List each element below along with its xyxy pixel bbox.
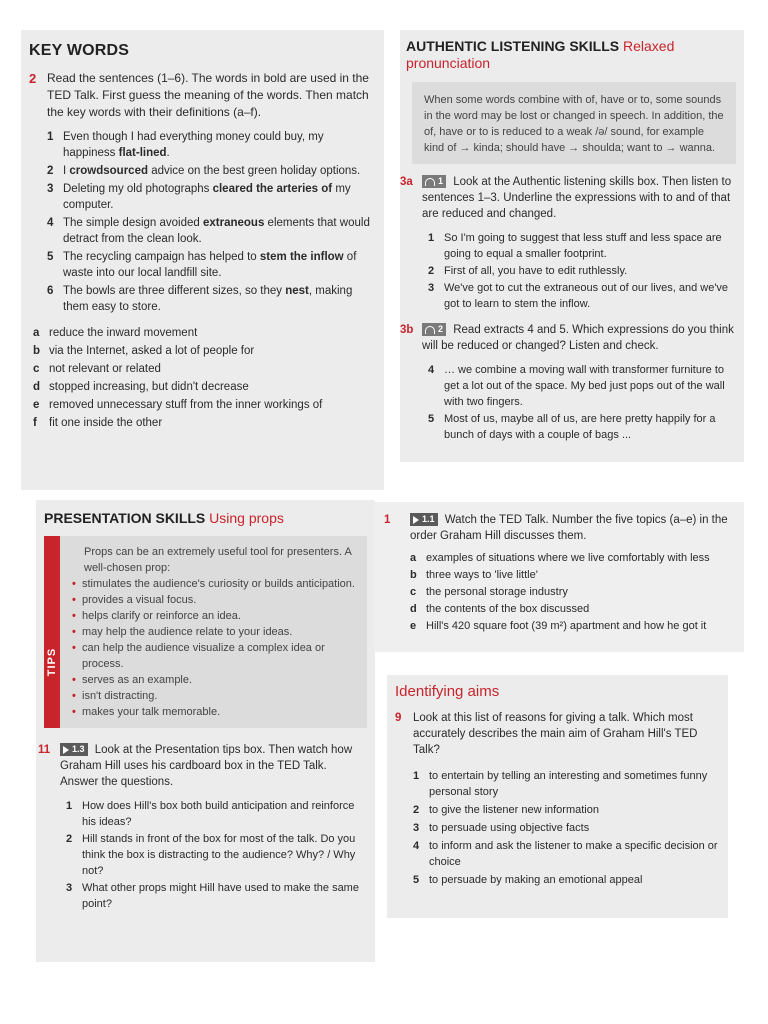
watch-panel [374,502,744,652]
presentation-title [44,510,367,526]
tips-content [60,536,367,728]
bullet-icon: • [72,626,76,638]
key-word: cleared the arteries of [212,183,333,195]
audio-track-number: 1 [438,176,444,187]
key-word: nest [285,285,309,297]
key-words-panel [21,30,384,490]
topic-item-text: examples of situations where we live comfortably with less [426,552,710,564]
sentence-post: of waste into our local landfill site. [63,251,357,279]
definition-item-text: via the Internet, asked a lot of people for [49,345,255,357]
key-word-sentence [47,215,374,247]
tip-text: serves as an example. [82,674,193,686]
tip-text: isn't distracting. [82,690,158,702]
sentence-item [428,230,736,262]
topic-item-key: a [410,552,417,564]
bullet-icon: • [72,594,76,606]
tips-box [44,536,367,728]
question-item [66,798,367,830]
aim-item-key: 3 [413,822,420,834]
sentence-post: . [166,147,170,159]
sentence-number: 1 [47,131,54,143]
sentence-text [63,215,374,247]
play-icon [413,516,419,524]
tip-text: helps clarify or reinforce an idea. [82,610,241,622]
video-play-button[interactable] [60,743,88,756]
key-word-sentence [47,181,374,213]
exercise-11-text: Look at the Presentation tips box. Then watch how Graham Hill uses his cardboard box in the TED Talk. Answer the questions. [60,744,353,788]
sentence-pre: Even though I had everything money could buy, my happiness [63,131,324,159]
topic-item [410,550,736,566]
sentence-item-text: So I'm going to suggest that less stuff and less space are going to equal a smaller footprint. [444,232,722,260]
sentence-item-key: 1 [428,232,435,244]
aim-item [413,768,720,800]
sentence-number: 3 [47,183,54,195]
key-word: crowdsourced [69,165,148,177]
sentence-number: 6 [47,285,54,297]
exercise-11-questions [44,798,367,912]
definition-item-key: e [33,399,40,411]
definition-item [33,379,374,395]
sentence-post: my computer. [63,183,351,211]
sentence-item-key: 2 [428,265,435,277]
presentation-skills-panel [36,500,375,962]
listening-title [406,38,736,72]
tip-text: provides a visual focus. [82,594,197,606]
exercise-3b [400,322,736,354]
presentation-title-main: PRESENTATION SKILLS [44,510,206,526]
sentence-number: 5 [47,251,54,263]
topic-item-key: b [410,569,417,581]
bullet-icon: • [72,610,76,622]
exercise-1 [384,512,736,544]
listening-skills-panel [400,30,744,462]
topic-item [410,567,736,583]
sentence-text [63,181,374,213]
sentence-item-text: First of all, you have to edit ruthlessly. [444,265,628,277]
tip-text: can help the audience visualize a complex idea or process. [82,642,325,670]
sentence-pre: The simple design avoided [63,217,203,229]
extract-item-key: 5 [428,413,435,425]
topic-item-text: Hill's 420 square foot (39 m²) apartment and how he got it [426,620,707,632]
key-word-sentence [47,129,374,161]
definition-item-key: a [33,327,40,339]
definition-item [33,397,374,413]
exercise-3b-label: 3b [400,324,414,336]
listening-subtitle: Relaxed pronunciation [406,38,675,71]
exercise-11-label: 11 [38,744,51,756]
topic-item-key: e [410,620,417,632]
aim-item-text: to inform and ask the listener to make a specific decision or choice [429,840,718,868]
definition-item-text: removed unnecessary stuff from the inner workings of [49,399,323,411]
tip-item [72,592,357,608]
topic-item-text: the personal storage industry [426,586,568,598]
play-icon [63,746,69,754]
tip-item [72,688,357,704]
definition-item [33,343,374,359]
question-item-text: How does Hill's box both build anticipation and reinforce his ideas? [82,800,355,828]
instruction-text: Read the sentences (1–6). The words in bold are used in the TED Talk. First guess the meaning of the words. Then match the key words with their definitions (a–f). [47,71,369,119]
aims-title: Identifying aims [395,683,500,700]
extract-item [428,411,736,443]
tip-item [72,624,357,640]
sentence-post: advice on the best green holiday options. [148,165,361,177]
listening-title-main: AUTHENTIC LISTENING SKILLS [406,38,620,54]
bullet-icon: • [72,578,76,590]
video-clip-number: 1.3 [72,744,85,755]
aim-item-text: to entertain by telling an interesting and sometimes funny personal story [429,770,708,798]
key-words-sentences [29,129,374,315]
key-word: extraneous [203,217,265,229]
aim-item-text: to give the listener new information [429,804,599,816]
aim-item-text: to persuade by making an emotional appeal [429,874,643,886]
definition-item-text: fit one inside the other [49,417,163,429]
exercise-9-text: Look at this list of reasons for giving a talk. Which most accurately describes the main aim of Graham Hill's TED Talk? [413,712,698,756]
definition-item [33,325,374,341]
key-word-sentence [47,163,374,179]
tip-item [72,576,357,592]
key-words-instruction [29,70,374,121]
tip-text: stimulates the audience's curiosity or builds anticipation. [82,578,355,590]
tip-text: makes your talk memorable. [82,706,221,718]
aim-item [413,820,720,836]
exercise-9 [395,710,720,758]
definition-item-key: c [33,363,40,375]
bullet-icon: • [72,690,76,702]
audio-track-button[interactable] [422,175,446,188]
key-words-title: KEY WORDS [29,42,130,59]
question-item-text: What other props might Hill have used to make the same point? [82,882,359,910]
sentence-item [428,280,736,312]
sentence-item-key: 3 [428,282,435,294]
sentence-number: 4 [47,217,54,229]
bullet-icon: • [72,642,76,654]
sentences-3b [406,362,736,443]
headphones-icon [425,326,435,334]
definition-item-key: f [33,417,37,429]
presentation-subtitle: Using props [209,510,284,526]
tip-text: may help the audience relate to your ideas. [82,626,293,638]
key-word-sentence [47,283,374,315]
extract-item-key: 4 [428,364,435,376]
tips-intro: Props can be an extremely useful tool for presenters. A well-chosen prop: [84,546,352,574]
sentence-item-text: We've got to cut the extraneous out of our lives, and we've got to learn to stem the inflow. [444,282,729,310]
sentence-pre: The bowls are three different sizes, so they [63,285,286,297]
audio-track-button[interactable] [422,323,446,336]
topic-item-text: the contents of the box discussed [426,603,590,615]
key-words-definitions [29,325,374,431]
aim-item [413,872,720,888]
aim-item [413,802,720,818]
sentence-number: 2 [47,165,54,177]
sentence-text [63,129,374,161]
topic-item-key: d [410,603,417,615]
aims-list [395,768,720,888]
question-item-text: Hill stands in front of the box for most of the talk. Do you think the box is distracting to the audience? Why? / Why not? [82,833,356,877]
extract-item-text: Most of us, maybe all of us, are here pretty happily for a bunch of days with a couple of bags ... [444,413,716,441]
topic-item [410,618,736,634]
exercise-9-label: 9 [395,712,402,724]
topic-item-key: c [410,586,417,598]
key-word: stem the inflow [259,251,344,263]
question-item-key: 1 [66,800,73,812]
bullet-icon: • [72,674,76,686]
exercise-3a [400,174,736,222]
extract-item-text: … we combine a moving wall with transformer furniture to get a lot out of the space. My bed just pops out of the wall with two fingers. [444,364,725,408]
tip-item [72,608,357,624]
definition-item [33,361,374,377]
definition-item-text: stopped increasing, but didn't decrease [49,381,249,393]
aim-item-key: 2 [413,804,420,816]
bullet-icon: • [72,706,76,718]
audio-track-number: 2 [438,324,444,335]
headphones-icon [425,178,435,186]
identifying-aims-panel [387,675,728,918]
aim-item-key: 5 [413,874,420,886]
sentence-pre: Deleting my old photographs [63,183,213,195]
tips-label: TIPS [46,647,58,677]
sentence-item [428,263,736,279]
exercise-3b-text: Read extracts 4 and 5. Which expressions do you think will be reduced or changed? Listen and check. [422,324,734,352]
question-item [66,880,367,912]
extract-item [428,362,736,410]
sentence-pre: The recycling campaign has helped to [63,251,260,263]
key-word-sentence [47,249,374,281]
aim-item-text: to persuade using objective facts [429,822,590,834]
video-play-button[interactable] [410,513,438,526]
sentence-post: , making them easy to store. [63,285,353,313]
aim-item [413,838,720,870]
sentence-text [63,283,374,315]
aim-item-key: 1 [413,770,420,782]
definition-item-text: not relevant or related [49,363,161,375]
exercise-number: 2 [29,71,37,86]
watch-topics [384,550,736,634]
tip-item [72,672,357,688]
exercise-1-label: 1 [384,514,391,526]
topic-item-text: three ways to 'live little' [426,569,538,581]
tip-item [72,704,357,720]
sentence-text [63,163,374,179]
question-item-key: 3 [66,882,73,894]
exercise-3a-text: Look at the Authentic listening skills box. Then listen to sentences 1–3. Underline the expressions with to and of that are reduced and changed. [422,176,732,220]
sentence-pre: I [63,165,70,177]
question-item-key: 2 [66,833,73,845]
sentence-text [63,249,374,281]
tips-list [72,576,357,720]
key-word: flat-lined [118,147,167,159]
exercise-1-text: Watch the TED Talk. Number the five topics (a–e) in the order Graham Hill discusses them. [410,514,728,542]
definition-item-text: reduce the inward movement [49,327,198,339]
tip-item [72,640,357,672]
exercise-11 [38,742,367,790]
question-item [66,831,367,879]
definition-item-key: d [33,381,41,393]
listening-info-box: When some words combine with of, have or to, some sounds in the word may be lost or changed in speech. In addition, the of, have or to is reduced to a weak /ə/ sound, for example kind of → kinda; should have → shoulda; want to → wanna. [412,82,736,164]
sentence-post: elements that would detract from the clean look. [63,217,370,245]
tips-sidebar [44,536,60,728]
topic-item [410,584,736,600]
definition-item-key: b [33,345,41,357]
definition-item [33,415,374,431]
aim-item-key: 4 [413,840,420,852]
topic-item [410,601,736,617]
video-clip-number: 1.1 [422,514,435,525]
sentences-3a [406,230,736,312]
exercise-3a-label: 3a [400,176,413,188]
